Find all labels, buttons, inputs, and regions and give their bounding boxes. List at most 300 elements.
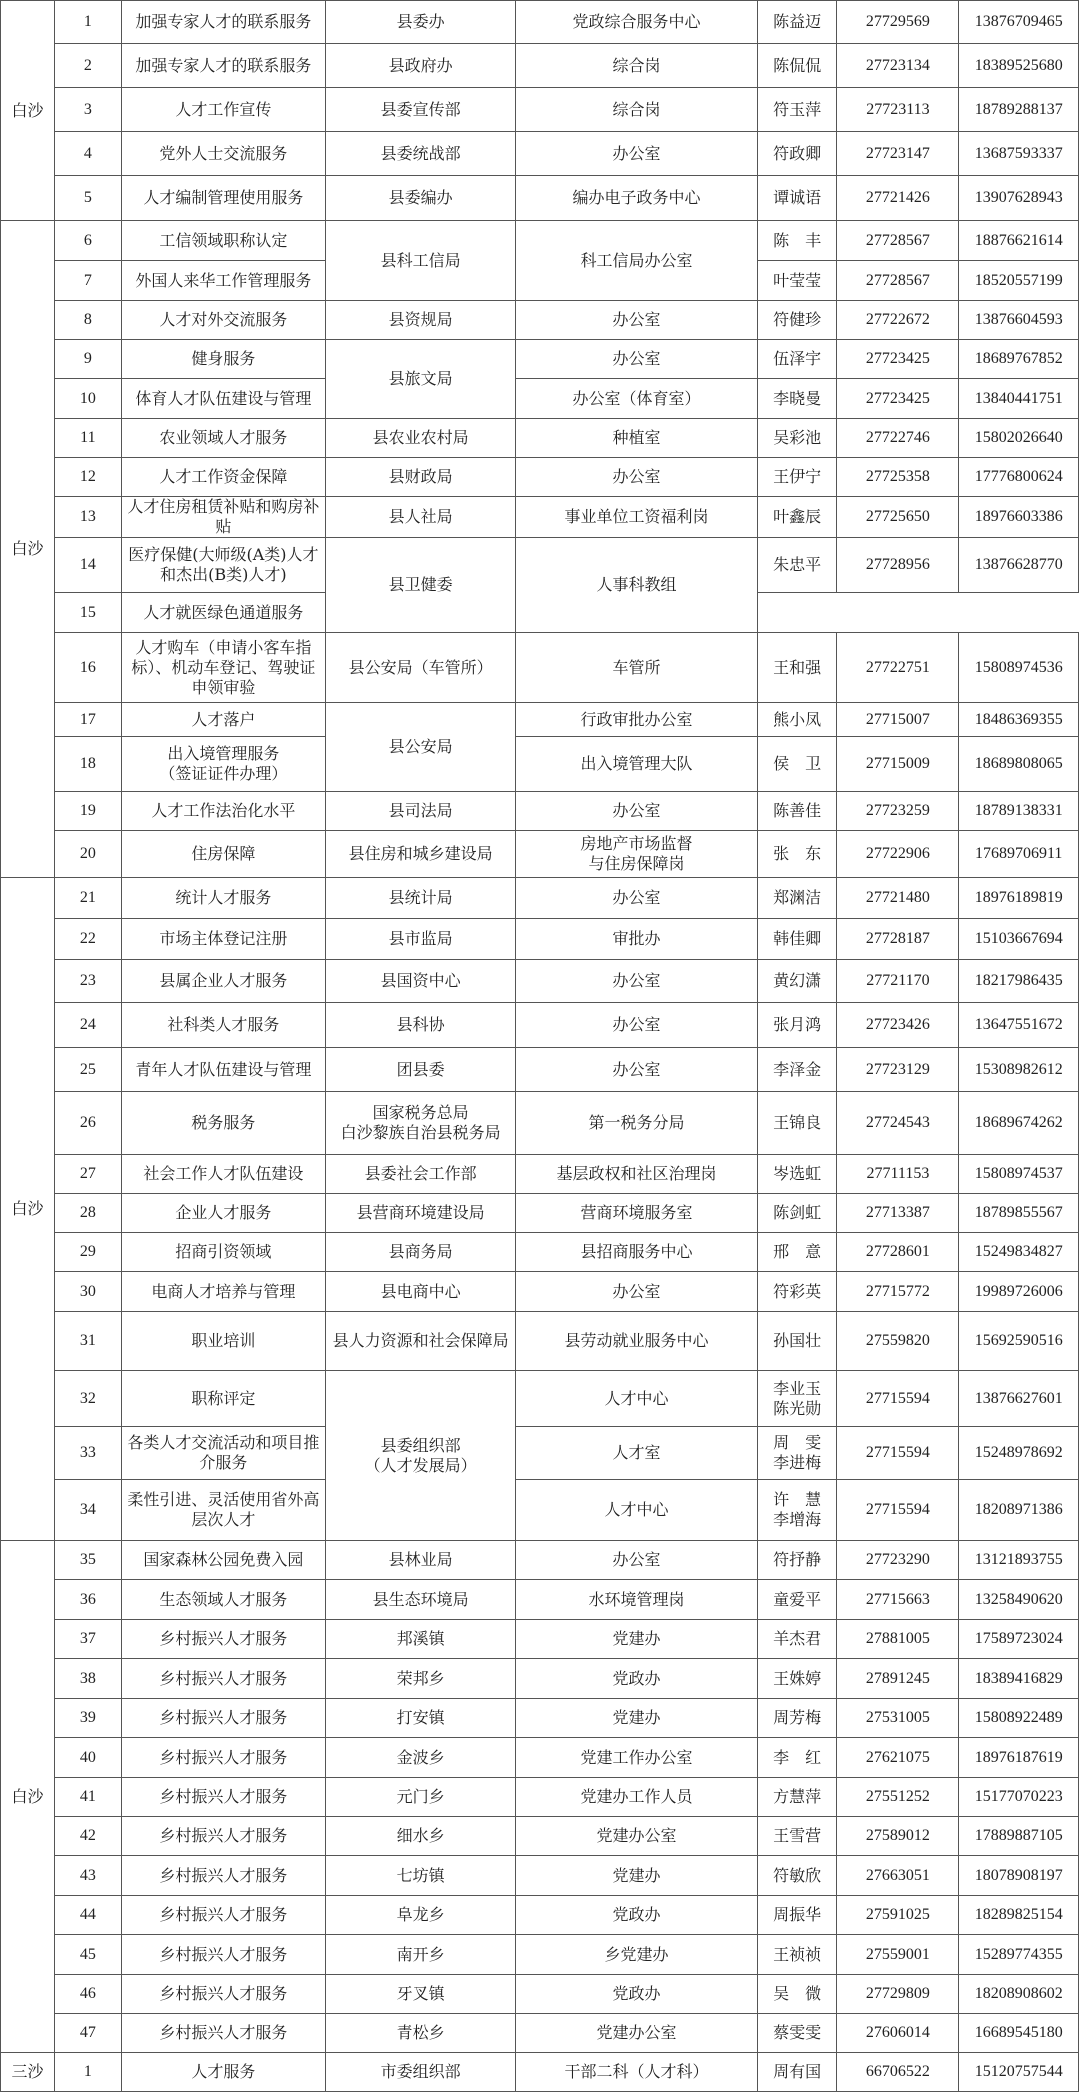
mobile-phone: 17889887105 [959, 1817, 1079, 1856]
responsible-office: 水环境管理岗 [516, 1580, 758, 1620]
responsible-office: 党建办公室 [516, 2014, 758, 2053]
service-item: 招商引资领域 [121, 1233, 325, 1272]
office-phone: 27589012 [837, 1817, 959, 1856]
service-item: 出入境管理服务 （签证证件办理） [121, 737, 325, 792]
responsible-office: 干部二科（人才科） [516, 2053, 758, 2092]
responsible-office: 种植室 [516, 419, 758, 458]
responsible-unit: 县卫健委 [326, 538, 516, 633]
mobile-phone: 13876627601 [959, 1371, 1079, 1427]
responsible-office: 办公室 [516, 878, 758, 919]
office-phone: 27723425 [837, 379, 959, 419]
row-number: 47 [54, 2014, 121, 2053]
responsible-unit: 县旅文局 [326, 340, 516, 419]
service-item: 职称评定 [121, 1371, 325, 1427]
row-number: 6 [54, 221, 121, 261]
mobile-phone: 18976187619 [959, 1738, 1079, 1778]
table-row [1, 379, 1079, 419]
service-item: 生态领域人才服务 [121, 1580, 325, 1620]
office-phone: 27713387 [837, 1194, 959, 1233]
office-phone: 27722746 [837, 419, 959, 458]
responsible-office: 办公室 [516, 1272, 758, 1312]
contact-person: 黄幻潇 [757, 960, 837, 1003]
office-phone: 27723129 [837, 1048, 959, 1092]
responsible-office: 党建办 [516, 1856, 758, 1896]
region-cell: 白沙 [1, 221, 55, 878]
responsible-office: 党政办 [516, 1975, 758, 2014]
mobile-phone: 18217986435 [959, 960, 1079, 1003]
contact-person: 王和强 [757, 633, 837, 703]
table-row [1, 132, 1079, 176]
row-number: 44 [54, 1896, 121, 1935]
responsible-office: 事业单位工资福利岗 [516, 497, 758, 538]
table-row [1, 88, 1079, 132]
responsible-office: 办公室 [516, 1003, 758, 1048]
contact-person: 朱忠平 [757, 538, 837, 593]
row-number: 19 [54, 792, 121, 831]
responsible-office: 营商环境服务室 [516, 1194, 758, 1233]
responsible-office: 办公室 [516, 301, 758, 340]
responsible-unit: 县资规局 [326, 301, 516, 340]
responsible-office: 人才室 [516, 1427, 758, 1480]
mobile-phone: 15808974537 [959, 1155, 1079, 1194]
office-phone: 27663051 [837, 1856, 959, 1896]
responsible-office: 办公室（体育室） [516, 379, 758, 419]
responsible-unit: 七坊镇 [326, 1856, 516, 1896]
responsible-unit: 县公安局（车管所） [326, 633, 516, 703]
contact-person: 叶鑫辰 [757, 497, 837, 538]
responsible-unit: 县公安局 [326, 703, 516, 792]
table-row [1, 1, 1079, 44]
table-row [1, 737, 1079, 792]
mobile-phone: 15248978692 [959, 1427, 1079, 1480]
table-row [1, 1580, 1079, 1620]
mobile-phone: 18486369355 [959, 703, 1079, 737]
mobile-phone: 13876604593 [959, 301, 1079, 340]
responsible-unit: 县人社局 [326, 497, 516, 538]
service-item: 乡村振兴人才服务 [121, 1935, 325, 1975]
mobile-phone: 13840441751 [959, 379, 1079, 419]
contact-person: 符彩英 [757, 1272, 837, 1312]
table-row [1, 419, 1079, 458]
row-number: 9 [54, 340, 121, 379]
service-item: 青年人才队伍建设与管理 [121, 1048, 325, 1092]
responsible-unit: 县委办 [326, 1, 516, 44]
contact-person: 周有国 [757, 2053, 837, 2092]
service-item: 加强专家人才的联系服务 [121, 1, 325, 44]
responsible-unit: 县科工信局 [326, 221, 516, 301]
service-item: 乡村振兴人才服务 [121, 1738, 325, 1778]
row-number: 38 [54, 1659, 121, 1699]
service-item: 乡村振兴人才服务 [121, 1699, 325, 1738]
mobile-phone: 18389525680 [959, 44, 1079, 88]
office-phone: 27721480 [837, 878, 959, 919]
contact-person: 周 雯 李进梅 [757, 1427, 837, 1480]
table-row [1, 1048, 1079, 1092]
mobile-phone: 13876628770 [959, 538, 1079, 593]
mobile-phone: 18689674262 [959, 1092, 1079, 1155]
mobile-phone: 15120757544 [959, 2053, 1079, 2092]
service-item: 住房保障 [121, 831, 325, 878]
table-row [1, 1896, 1079, 1935]
contact-person: 李 红 [757, 1738, 837, 1778]
service-item: 外国人来华工作管理服务 [121, 261, 325, 301]
row-number: 16 [54, 633, 121, 703]
office-phone: 27715663 [837, 1580, 959, 1620]
service-item: 人才就医绿色通道服务 [121, 593, 325, 633]
service-item: 电商人才培养与管理 [121, 1272, 325, 1312]
contact-person: 蔡雯雯 [757, 2014, 837, 2053]
office-phone: 66706522 [837, 2053, 959, 2092]
region-cell: 白沙 [1, 878, 55, 1541]
responsible-office: 县招商服务中心 [516, 1233, 758, 1272]
row-number: 26 [54, 1092, 121, 1155]
mobile-phone: 18208908602 [959, 1975, 1079, 2014]
table-row [1, 960, 1079, 1003]
responsible-office: 综合岗 [516, 88, 758, 132]
mobile-phone: 17776800624 [959, 458, 1079, 497]
contact-person: 熊小凤 [757, 703, 837, 737]
service-item: 统计人才服务 [121, 878, 325, 919]
service-item: 人才编制管理使用服务 [121, 176, 325, 221]
office-phone: 27715594 [837, 1480, 959, 1541]
contact-person: 符健珍 [757, 301, 837, 340]
responsible-unit: 县营商环境建设局 [326, 1194, 516, 1233]
responsible-unit: 县统计局 [326, 878, 516, 919]
responsible-office: 行政审批办公室 [516, 703, 758, 737]
responsible-office: 人才中心 [516, 1371, 758, 1427]
mobile-phone: 15249834827 [959, 1233, 1079, 1272]
responsible-unit: 邦溪镇 [326, 1620, 516, 1659]
mobile-phone: 13647551672 [959, 1003, 1079, 1048]
responsible-unit: 县委组织部 （人才发展局） [326, 1371, 516, 1541]
office-phone: 27723425 [837, 340, 959, 379]
row-number: 25 [54, 1048, 121, 1092]
table-row [1, 1233, 1079, 1272]
contact-person: 王锦良 [757, 1092, 837, 1155]
table-row [1, 1856, 1079, 1896]
service-item: 乡村振兴人才服务 [121, 1817, 325, 1856]
responsible-unit: 市委组织部 [326, 2053, 516, 2092]
table-row [1, 1480, 1079, 1541]
row-number: 40 [54, 1738, 121, 1778]
mobile-phone: 15692590516 [959, 1312, 1079, 1371]
service-item: 农业领域人才服务 [121, 419, 325, 458]
contact-person: 符抒静 [757, 1541, 837, 1580]
row-number: 29 [54, 1233, 121, 1272]
table-row [1, 458, 1079, 497]
service-item: 医疗保健(大师级(A类)人才 和杰出(B类)人才) [121, 538, 325, 593]
contact-person: 吴彩池 [757, 419, 837, 458]
row-number: 24 [54, 1003, 121, 1048]
service-item: 工信领域职称认定 [121, 221, 325, 261]
mobile-phone: 15808922489 [959, 1699, 1079, 1738]
responsible-office: 编办电子政务中心 [516, 176, 758, 221]
service-item: 健身服务 [121, 340, 325, 379]
row-number: 15 [54, 593, 121, 633]
row-number: 22 [54, 919, 121, 960]
region-cell: 白沙 [1, 1, 55, 221]
row-number: 21 [54, 878, 121, 919]
responsible-office: 办公室 [516, 1541, 758, 1580]
service-item: 人才落户 [121, 703, 325, 737]
service-item: 人才工作资金保障 [121, 458, 325, 497]
responsible-office: 办公室 [516, 792, 758, 831]
mobile-phone: 18789138331 [959, 792, 1079, 831]
contact-person: 童爱平 [757, 1580, 837, 1620]
row-number: 34 [54, 1480, 121, 1541]
service-item: 人才购车（申请小客车指 标）、机动车登记、驾驶证 申领审验 [121, 633, 325, 703]
responsible-unit: 青松乡 [326, 2014, 516, 2053]
table-row [1, 831, 1079, 878]
responsible-unit: 荣邦乡 [326, 1659, 516, 1699]
mobile-phone: 18289825154 [959, 1896, 1079, 1935]
responsible-office: 车管所 [516, 633, 758, 703]
responsible-unit: 牙叉镇 [326, 1975, 516, 2014]
table-row [1, 1778, 1079, 1817]
mobile-phone: 18789288137 [959, 88, 1079, 132]
service-item: 社科类人才服务 [121, 1003, 325, 1048]
row-number: 32 [54, 1371, 121, 1427]
mobile-phone: 18789855567 [959, 1194, 1079, 1233]
row-number: 43 [54, 1856, 121, 1896]
contact-person: 陈侃侃 [757, 44, 837, 88]
responsible-office: 党建办 [516, 1620, 758, 1659]
responsible-unit: 县财政局 [326, 458, 516, 497]
responsible-office: 党建工作办公室 [516, 1738, 758, 1778]
contact-person: 羊杰君 [757, 1620, 837, 1659]
service-item: 县属企业人才服务 [121, 960, 325, 1003]
responsible-unit: 团县委 [326, 1048, 516, 1092]
table-row [1, 1194, 1079, 1233]
contact-person: 周芳梅 [757, 1699, 837, 1738]
office-phone: 27729569 [837, 1, 959, 44]
responsible-office: 房地产市场监督 与住房保障岗 [516, 831, 758, 878]
mobile-phone: 13907628943 [959, 176, 1079, 221]
office-phone: 27531005 [837, 1699, 959, 1738]
office-phone: 27723147 [837, 132, 959, 176]
contact-person: 王姝婷 [757, 1659, 837, 1699]
table-row [1, 301, 1079, 340]
responsible-unit: 县林业局 [326, 1541, 516, 1580]
responsible-office: 第一税务分局 [516, 1092, 758, 1155]
table-row [1, 221, 1079, 261]
contact-person: 李业玉 陈光勋 [757, 1371, 837, 1427]
office-phone: 27559001 [837, 1935, 959, 1975]
responsible-office: 办公室 [516, 132, 758, 176]
row-number: 33 [54, 1427, 121, 1480]
mobile-phone: 18520557199 [959, 261, 1079, 301]
contact-person: 方慧萍 [757, 1778, 837, 1817]
mobile-phone: 17589723024 [959, 1620, 1079, 1659]
contact-person: 邢 意 [757, 1233, 837, 1272]
row-number: 1 [54, 2053, 121, 2092]
office-phone: 27721426 [837, 176, 959, 221]
mobile-phone: 13258490620 [959, 1580, 1079, 1620]
table-row [1, 1092, 1079, 1155]
region-cell: 三沙 [1, 2053, 55, 2092]
mobile-phone: 18208971386 [959, 1480, 1079, 1541]
mobile-phone: 13121893755 [959, 1541, 1079, 1580]
office-phone: 27551252 [837, 1778, 959, 1817]
contact-person: 郑渊洁 [757, 878, 837, 919]
responsible-unit: 国家税务总局 白沙黎族自治县税务局 [326, 1092, 516, 1155]
row-number: 37 [54, 1620, 121, 1659]
contact-person: 叶莹莹 [757, 261, 837, 301]
responsible-office: 人事科教组 [516, 538, 758, 633]
row-number: 2 [54, 44, 121, 88]
table-row [1, 176, 1079, 221]
office-phone: 27723259 [837, 792, 959, 831]
table-row [1, 1371, 1079, 1427]
responsible-unit: 县生态环境局 [326, 1580, 516, 1620]
mobile-phone: 17689706911 [959, 831, 1079, 878]
table-row [1, 792, 1079, 831]
responsible-office: 党政办 [516, 1659, 758, 1699]
table-row [1, 919, 1079, 960]
table-row [1, 497, 1079, 538]
responsible-office: 乡党建办 [516, 1935, 758, 1975]
row-number: 45 [54, 1935, 121, 1975]
row-number: 12 [54, 458, 121, 497]
responsible-office: 办公室 [516, 458, 758, 497]
contact-person: 韩佳卿 [757, 919, 837, 960]
contact-person: 岑选虹 [757, 1155, 837, 1194]
office-phone: 27728601 [837, 1233, 959, 1272]
contact-person: 李泽金 [757, 1048, 837, 1092]
mobile-phone: 15308982612 [959, 1048, 1079, 1092]
contact-person: 王伊宁 [757, 458, 837, 497]
office-phone: 27891245 [837, 1659, 959, 1699]
office-phone: 27711153 [837, 1155, 959, 1194]
row-number: 11 [54, 419, 121, 458]
contact-person: 王雪营 [757, 1817, 837, 1856]
mobile-phone: 18078908197 [959, 1856, 1079, 1896]
row-number: 23 [54, 960, 121, 1003]
responsible-unit: 县电商中心 [326, 1272, 516, 1312]
responsible-unit: 阜龙乡 [326, 1896, 516, 1935]
mobile-phone: 15808974536 [959, 633, 1079, 703]
office-phone: 27715007 [837, 703, 959, 737]
responsible-office: 党建办公室 [516, 1817, 758, 1856]
office-phone: 27722751 [837, 633, 959, 703]
responsible-unit: 县商务局 [326, 1233, 516, 1272]
row-number: 46 [54, 1975, 121, 2014]
row-number: 28 [54, 1194, 121, 1233]
mobile-phone: 18689808065 [959, 737, 1079, 792]
mobile-phone: 15103667694 [959, 919, 1079, 960]
office-phone: 27621075 [837, 1738, 959, 1778]
mobile-phone: 19989726006 [959, 1272, 1079, 1312]
contact-person: 周振华 [757, 1896, 837, 1935]
office-phone: 27722906 [837, 831, 959, 878]
row-number: 1 [54, 1, 121, 44]
row-number: 27 [54, 1155, 121, 1194]
row-number: 5 [54, 176, 121, 221]
responsible-unit: 县农业农村局 [326, 419, 516, 458]
service-item: 加强专家人才的联系服务 [121, 44, 325, 88]
service-item: 人才住房租赁补贴和购房补贴 [121, 497, 325, 538]
responsible-office: 办公室 [516, 960, 758, 1003]
service-item: 企业人才服务 [121, 1194, 325, 1233]
responsible-office: 综合岗 [516, 44, 758, 88]
row-number: 13 [54, 497, 121, 538]
contact-person: 符玉萍 [757, 88, 837, 132]
office-phone: 27728956 [837, 538, 959, 593]
table-row [1, 1272, 1079, 1312]
mobile-phone: 13876709465 [959, 1, 1079, 44]
row-number: 35 [54, 1541, 121, 1580]
mobile-phone: 16689545180 [959, 2014, 1079, 2053]
mobile-phone: 15177070223 [959, 1778, 1079, 1817]
contact-person: 符政卿 [757, 132, 837, 176]
row-number: 42 [54, 1817, 121, 1856]
table-row [1, 1699, 1079, 1738]
office-phone: 27725650 [837, 497, 959, 538]
table-body [1, 1, 1079, 2092]
mobile-phone: 18389416829 [959, 1659, 1079, 1699]
row-number: 17 [54, 703, 121, 737]
table-row [1, 2053, 1079, 2092]
contact-person: 谭诚语 [757, 176, 837, 221]
office-phone: 27881005 [837, 1620, 959, 1659]
service-item: 社会工作人才队伍建设 [121, 1155, 325, 1194]
row-number: 36 [54, 1580, 121, 1620]
table-row [1, 1620, 1079, 1659]
office-phone: 27606014 [837, 2014, 959, 2053]
responsible-office: 出入境管理大队 [516, 737, 758, 792]
table-row [1, 633, 1079, 703]
responsible-unit: 打安镇 [326, 1699, 516, 1738]
row-number: 30 [54, 1272, 121, 1312]
service-item: 税务服务 [121, 1092, 325, 1155]
responsible-unit: 金波乡 [326, 1738, 516, 1778]
mobile-phone: 13687593337 [959, 132, 1079, 176]
service-item: 乡村振兴人才服务 [121, 1856, 325, 1896]
service-item: 人才服务 [121, 2053, 325, 2092]
table-row [1, 2014, 1079, 2053]
service-item: 人才工作宣传 [121, 88, 325, 132]
service-item: 乡村振兴人才服务 [121, 1778, 325, 1817]
office-phone: 27715594 [837, 1427, 959, 1480]
office-phone: 27559820 [837, 1312, 959, 1371]
table-row [1, 1003, 1079, 1048]
contact-person: 陈 丰 [757, 221, 837, 261]
contact-person: 符敏欣 [757, 1856, 837, 1896]
responsible-unit: 县政府办 [326, 44, 516, 88]
table-row [1, 1975, 1079, 2014]
row-number: 14 [54, 538, 121, 593]
responsible-office: 党建办工作人员 [516, 1778, 758, 1817]
service-item: 职业培训 [121, 1312, 325, 1371]
responsible-office: 科工信局办公室 [516, 221, 758, 301]
service-item: 乡村振兴人才服务 [121, 1975, 325, 2014]
office-phone: 27721170 [837, 960, 959, 1003]
responsible-office: 办公室 [516, 340, 758, 379]
table-row [1, 703, 1079, 737]
mobile-phone: 18976189819 [959, 878, 1079, 919]
contact-person: 王祯祯 [757, 1935, 837, 1975]
office-phone: 27725358 [837, 458, 959, 497]
responsible-unit: 县委编办 [326, 176, 516, 221]
mobile-phone: 15289774355 [959, 1935, 1079, 1975]
service-item: 乡村振兴人才服务 [121, 1620, 325, 1659]
responsible-unit: 县委社会工作部 [326, 1155, 516, 1194]
region-cell: 白沙 [1, 1541, 55, 2053]
office-phone: 27591025 [837, 1896, 959, 1935]
responsible-unit: 县委统战部 [326, 132, 516, 176]
office-phone: 27723134 [837, 44, 959, 88]
responsible-office: 基层政权和社区治理岗 [516, 1155, 758, 1194]
